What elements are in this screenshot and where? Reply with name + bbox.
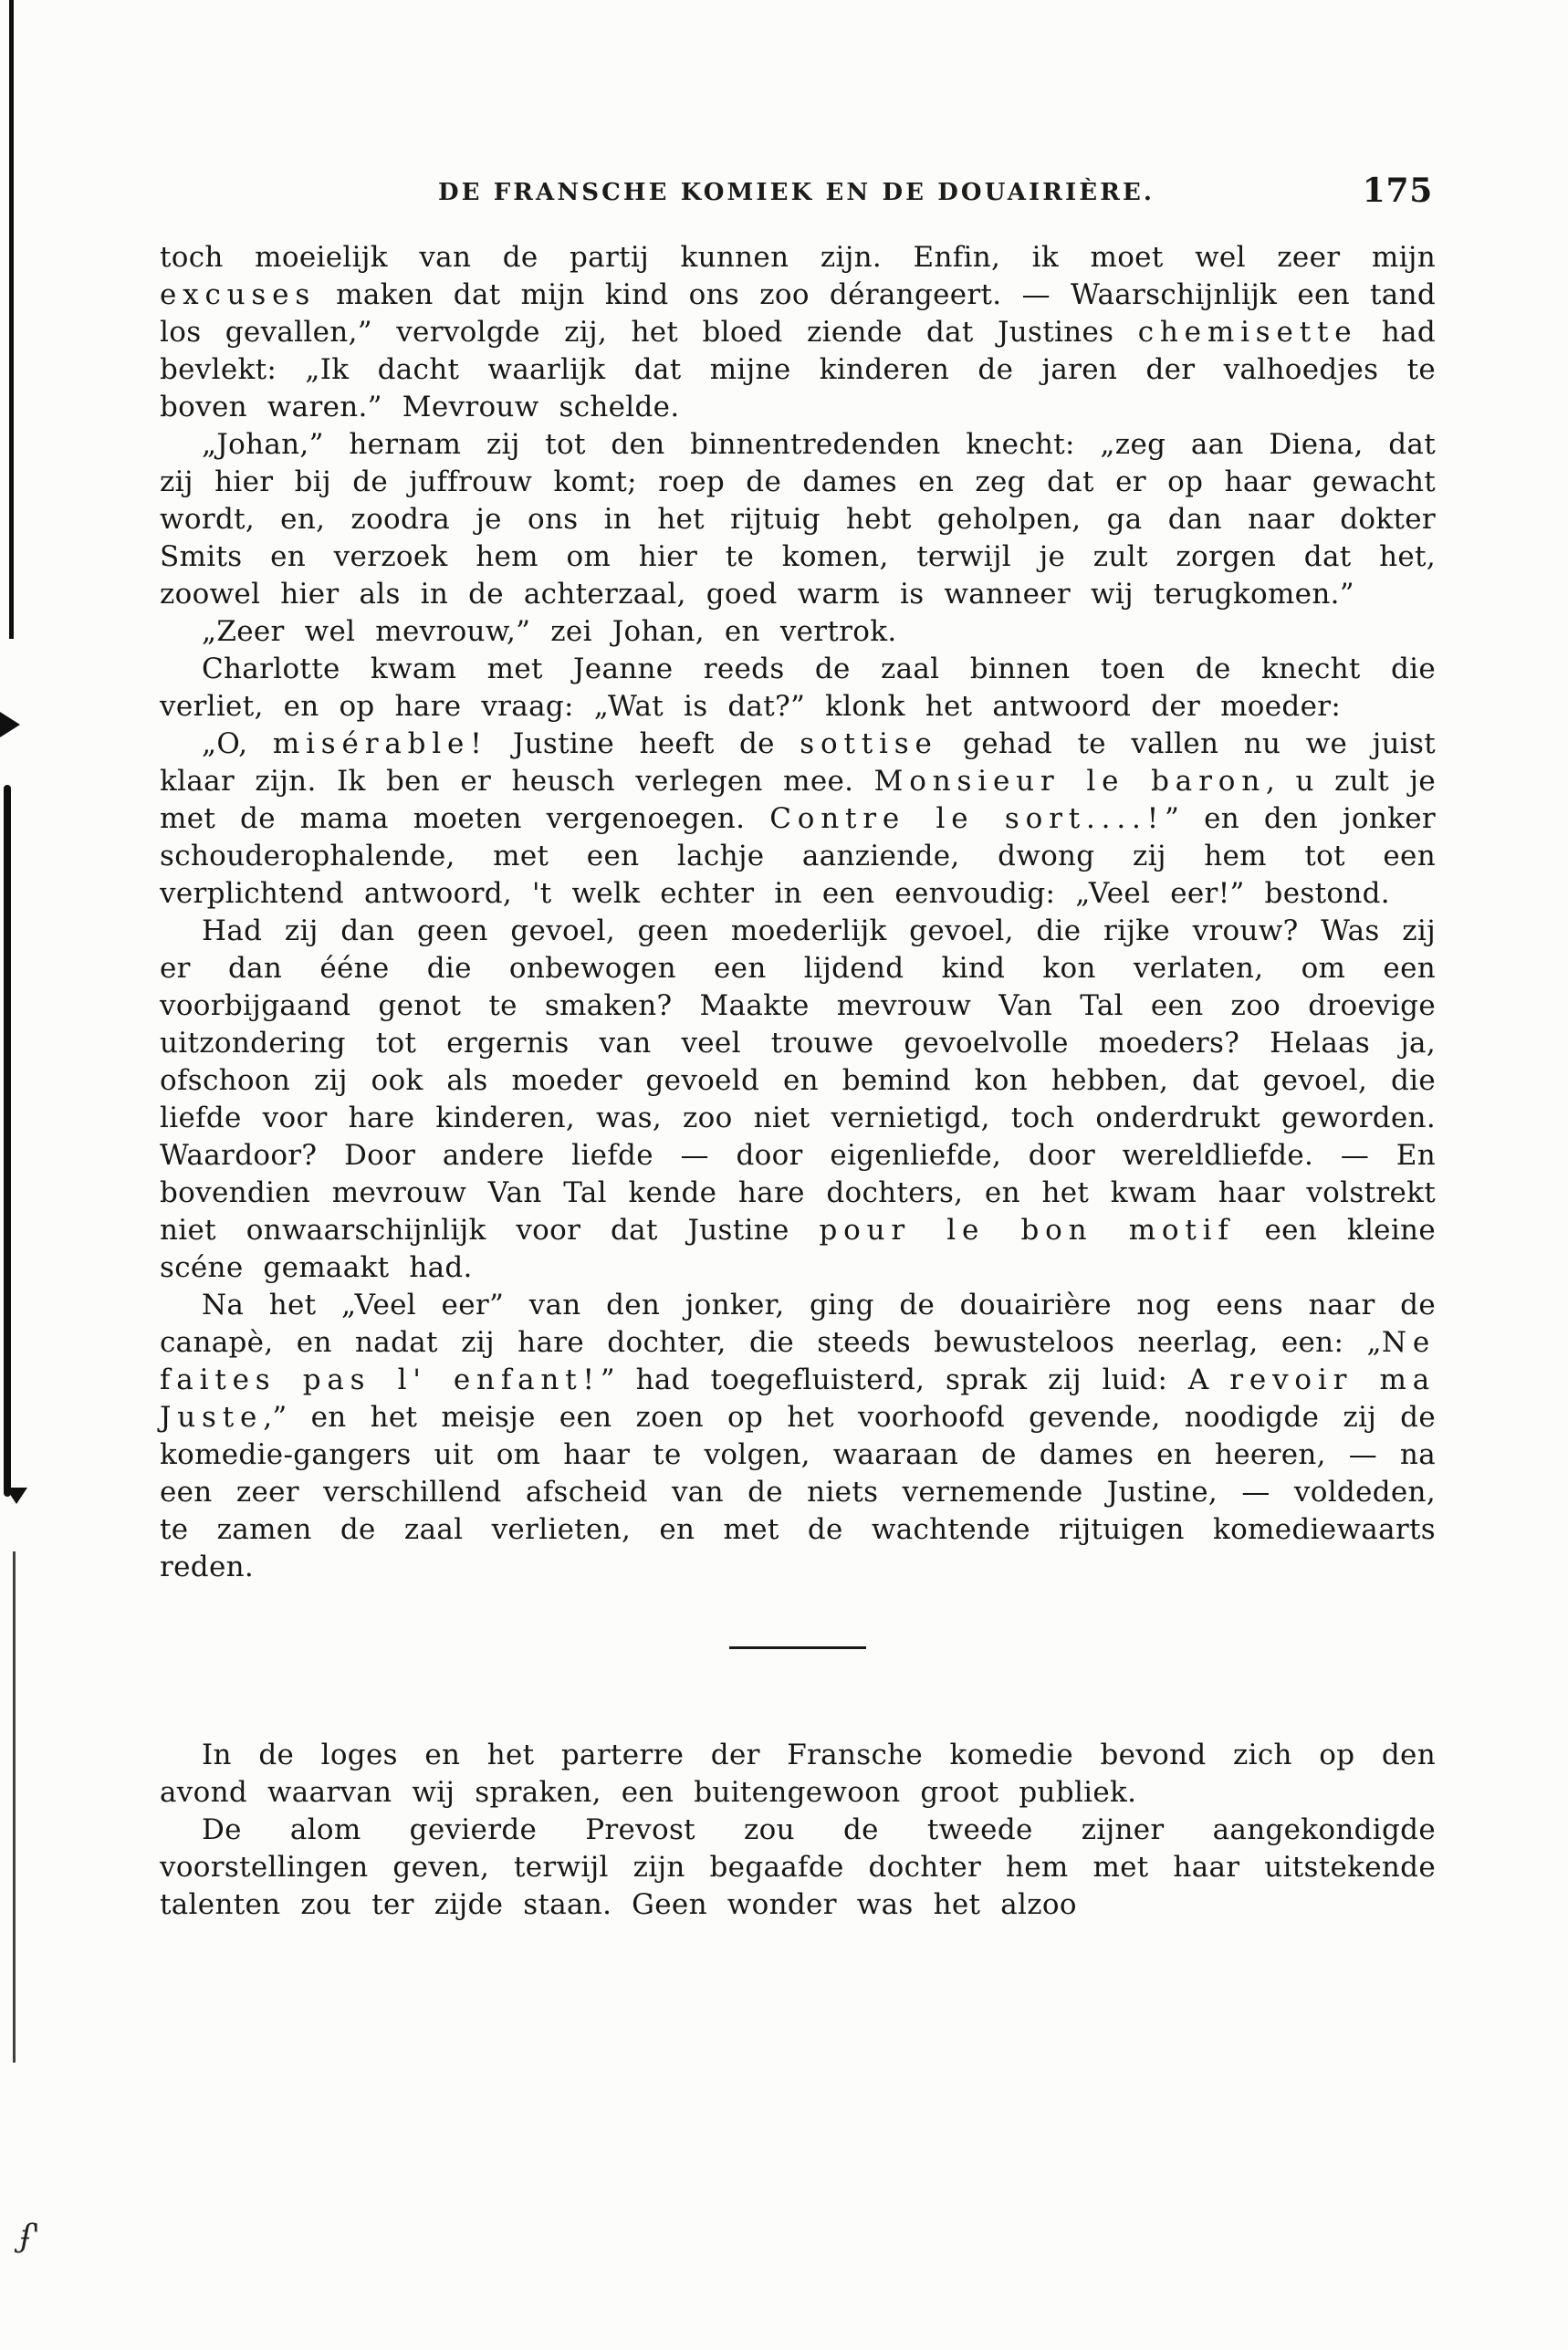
- text-segment: gehad te vallen nu we juist klaar zijn. Ik ben er heusch verlegen mee.: [160, 727, 1436, 798]
- running-title: DE FRANSCHE KOMIEK EN DE DOUAIRIÈRE.: [437, 179, 1155, 206]
- text-segment: „O,: [202, 727, 273, 760]
- text-segment: De alom gevierde Prevost zou de tweede zijner aangekondigde voorstellingen geven, terwijl zijn begaafde dochter hem met haar uitstekende talenten zou ter zijde staan. Geen wonder was het alzoo: [160, 1813, 1436, 1921]
- text-segment: had bevlekt: „Ik dacht waarlijk dat mijne kinderen de jaren der valhoedjes te boven waren.” Mevrouw schelde.: [160, 316, 1436, 423]
- text-segment: Charlotte kwam met Jeanne reeds de zaal binnen toen de knecht die verliet, en op hare vraag: „Wat is dat?” klonk het antwoord der moeder:: [160, 653, 1436, 723]
- emphasized-spaced-text: sottise: [800, 727, 938, 760]
- page-number: 175: [1362, 172, 1433, 210]
- body-text: [160, 239, 1436, 1924]
- text-segment: ,” en het meisje een zoen op het voorhoofd gevende, noodigde zij de komedie-gangers uit om haar te volgen, waaraan de dames en heeren, — na een zeer verschillend afscheid van de niets vernemende Justine, — voldeden, te zamen de zaal verlieten, en met de wachtende rijtuigen komediewaarts reden.: [160, 1401, 1436, 1583]
- emphasized-spaced-text: Monsieur le baron: [873, 765, 1267, 798]
- scan-artifact-ink-mark: ʄ': [20, 2218, 40, 2254]
- paragraph: [160, 426, 1436, 613]
- emphasized-spaced-text: revoir ma Juste: [160, 1363, 1436, 1434]
- section-divider: [729, 1646, 866, 1649]
- emphasized-spaced-text: Contre le sort....!: [769, 802, 1165, 835]
- scan-artifact-tick-mark: [5, 1488, 27, 1504]
- paragraph: [160, 1737, 1436, 1812]
- text-segment: maken dat mijn kind ons zoo dérangeert. — Waarschijnlijk een tand los gevallen,” vervolgde zij, het bloed ziende dat Justines: [160, 278, 1436, 349]
- emphasized-spaced-text: misérable!: [272, 727, 488, 760]
- paragraph: [160, 1812, 1436, 1924]
- scan-artifact-binding-line-middle: [4, 785, 11, 1497]
- emphasized-spaced-text: pour le bon motif: [819, 1214, 1235, 1247]
- text-segment: „Johan,” hernam zij tot den binnentredenden knecht: „zeg aan Diena, dat zij hier bij de juffrouw komt; roep de dames en zeg dat er op haar gewacht wordt, en, zoodra je ons in het rijtuig hebt geholpen, ga dan naar dokter Smits en verzoek hem om hier te komen, terwijl je zult zorgen dat het, zoowel hier als in de achterzaal, goed warm is wanneer wij terugkomen.”: [160, 428, 1436, 611]
- scan-artifact-binding-line-bottom: [13, 1551, 16, 2063]
- scan-artifact-binding-line-top: [9, 0, 14, 639]
- paragraph: [160, 726, 1436, 913]
- emphasized-spaced-text: Ne faites pas l' enfant!: [160, 1326, 1436, 1396]
- paragraph: [160, 651, 1436, 726]
- emphasized-spaced-text: excuses: [160, 278, 317, 311]
- text-segment: ” en den jonker schouderophalende, met een lachje aanziende, dwong zij hem tot een verplichtend antwoord, 't welk echter in een eenvoudig: „Veel eer!” bestond.: [160, 802, 1436, 910]
- text-segment: Justine heeft de: [487, 727, 800, 760]
- text-segment: ” had toegefluisterd, sprak zij luid: A: [600, 1363, 1230, 1396]
- text-segment: In de loges en het parterre der Fransche komedie bevond zich op den avond waarvan wij spraken, een buitengewoon groot publiek.: [160, 1739, 1436, 1809]
- emphasized-spaced-text: chemisette: [1137, 316, 1358, 349]
- paragraph: [160, 913, 1436, 1287]
- scan-artifact-arrow-mark: [0, 712, 20, 737]
- text-segment: Had zij dan geen gevoel, geen moederlijk gevoel, die rijke vrouw? Was zij er dan ééne die onbewogen een lijdend kind kon verlaten, om een voorbijgaand genot te smaken? Maakte mevrouw Van Tal een zoo droevige uitzondering tot ergernis van veel trouwe gevoelvolle moeders? Helaas ja, ofschoon zij ook als moeder gevoeld en bemind kon hebben, dat gevoel, die liefde voor hare kinderen, was, zoo niet vernietigd, toch onderdrukt geworden. Waardoor? Door andere liefde — door eigenliefde, door wereldliefde. — En bovendien mevrouw Van Tal kende hare dochters, en het kwam haar volstrekt niet onwaarschijnlijk voor dat Justine: [160, 914, 1436, 1247]
- text-segment: toch moeielijk van de partij kunnen zijn. Enfin, ik moet wel zeer mijn: [160, 241, 1436, 274]
- paragraph: [160, 239, 1436, 426]
- text-segment: , u zult je met de mama moeten vergenoegen.: [160, 765, 1436, 835]
- page-header: [160, 172, 1433, 210]
- text-segment: een kleine scéne gemaakt had.: [160, 1214, 1436, 1284]
- paragraph: [160, 613, 1436, 651]
- text-segment: Na het „Veel eer” van den jonker, ging de douairière nog eens naar de canapè, en nadat zij hare dochter, die steeds bewusteloos neerlag, een: „: [160, 1289, 1436, 1359]
- paragraph: [160, 1287, 1436, 1586]
- text-segment: „Zeer wel mevrouw,” zei Johan, en vertrok.: [202, 615, 897, 648]
